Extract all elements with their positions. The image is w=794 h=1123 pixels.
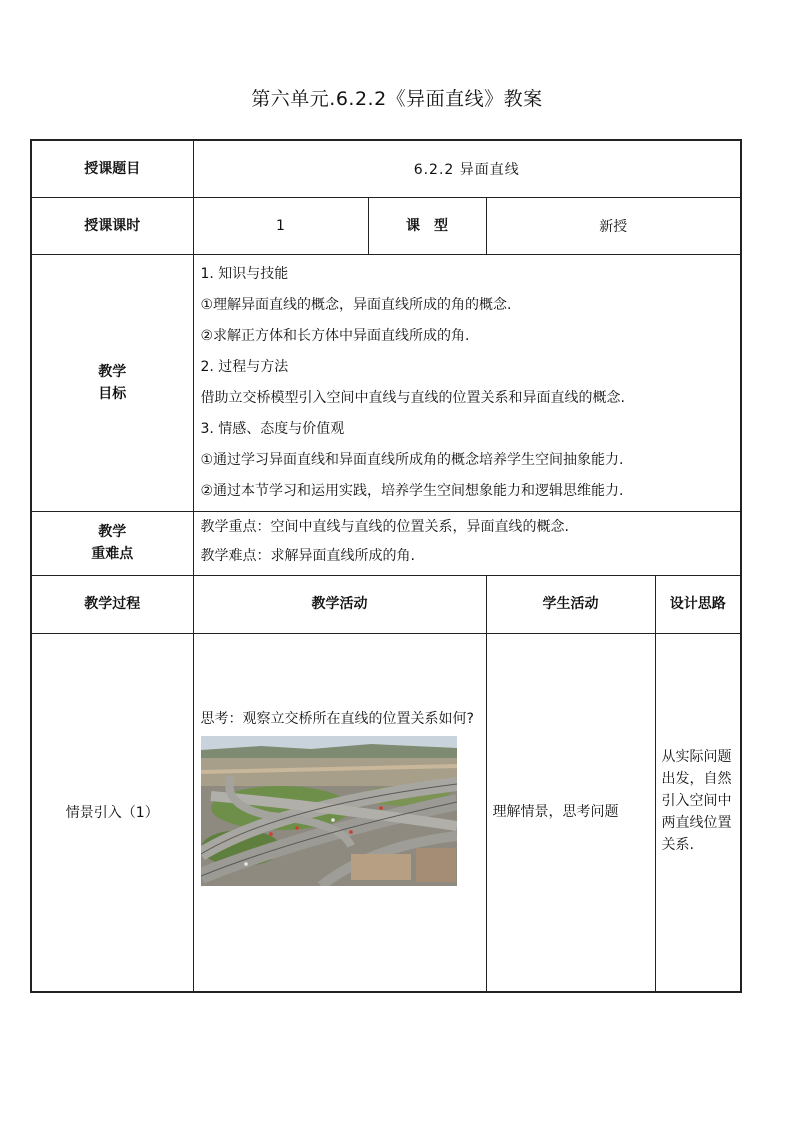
header-student: 学生活动 — [486, 575, 655, 633]
header-design: 设计思路 — [655, 575, 741, 633]
teacher-question: 思考：观察立交桥所在直线的位置关系如何? — [200, 710, 474, 727]
topic-value: 6.2.2 异面直线 — [193, 140, 741, 197]
interchange-photo — [201, 736, 457, 886]
keypoints-label — [31, 511, 193, 575]
lesson-plan-table — [30, 139, 742, 993]
header-teacher: 教学活动 — [193, 575, 486, 633]
goal-line: ②求解正方体和长方体中异面直线所成的角. — [200, 327, 470, 344]
goal-line: ②通过本节学习和运用实践，培养学生空间想象能力和逻辑思维能力. — [200, 482, 624, 499]
keypoint-line: 教学重点：空间中直线与直线的位置关系，异面直线的概念. — [200, 518, 569, 535]
goal-line: 2. 过程与方法 — [200, 358, 289, 375]
header-process: 教学过程 — [31, 575, 193, 633]
hours-value: 1 — [193, 197, 368, 254]
student-activity-cell: 理解情景，思考问题 — [486, 633, 655, 992]
type-label: 课 型 — [368, 197, 486, 254]
stage-cell: 情景引入（1） — [31, 633, 193, 992]
keypoints-content — [193, 511, 741, 575]
goal-line: 3. 情感、态度与价值观 — [200, 420, 345, 437]
goal-line: ①通过学习异面直线和异面直线所成角的概念培养学生空间抽象能力. — [200, 451, 624, 468]
goal-line: 借助立交桥模型引入空间中直线与直线的位置关系和异面直线的概念. — [200, 389, 625, 406]
teacher-activity-cell — [193, 633, 486, 992]
keypoints-label-line1: 教学 — [98, 524, 127, 540]
design-cell: 从实际问题出发，自然引入空间中两直线位置关系. — [655, 633, 741, 992]
goals-label — [31, 254, 193, 511]
keypoints-label-line2: 重难点 — [91, 546, 134, 562]
document-title: 第六单元.6.2.2《异面直线》教案 — [251, 88, 543, 110]
type-value: 新授 — [486, 197, 741, 254]
goals-label-line1: 教学 — [98, 363, 127, 380]
goals-content — [193, 254, 741, 511]
keypoint-line: 教学难点：求解异面直线所成的角. — [200, 547, 415, 564]
goal-line: 1. 知识与技能 — [200, 265, 289, 282]
hours-label: 授课课时 — [31, 197, 193, 254]
goals-label-line2: 目标 — [98, 385, 127, 402]
goal-line: ①理解异面直线的概念，异面直线所成的角的概念. — [200, 296, 512, 313]
topic-label: 授课题目 — [31, 140, 193, 197]
